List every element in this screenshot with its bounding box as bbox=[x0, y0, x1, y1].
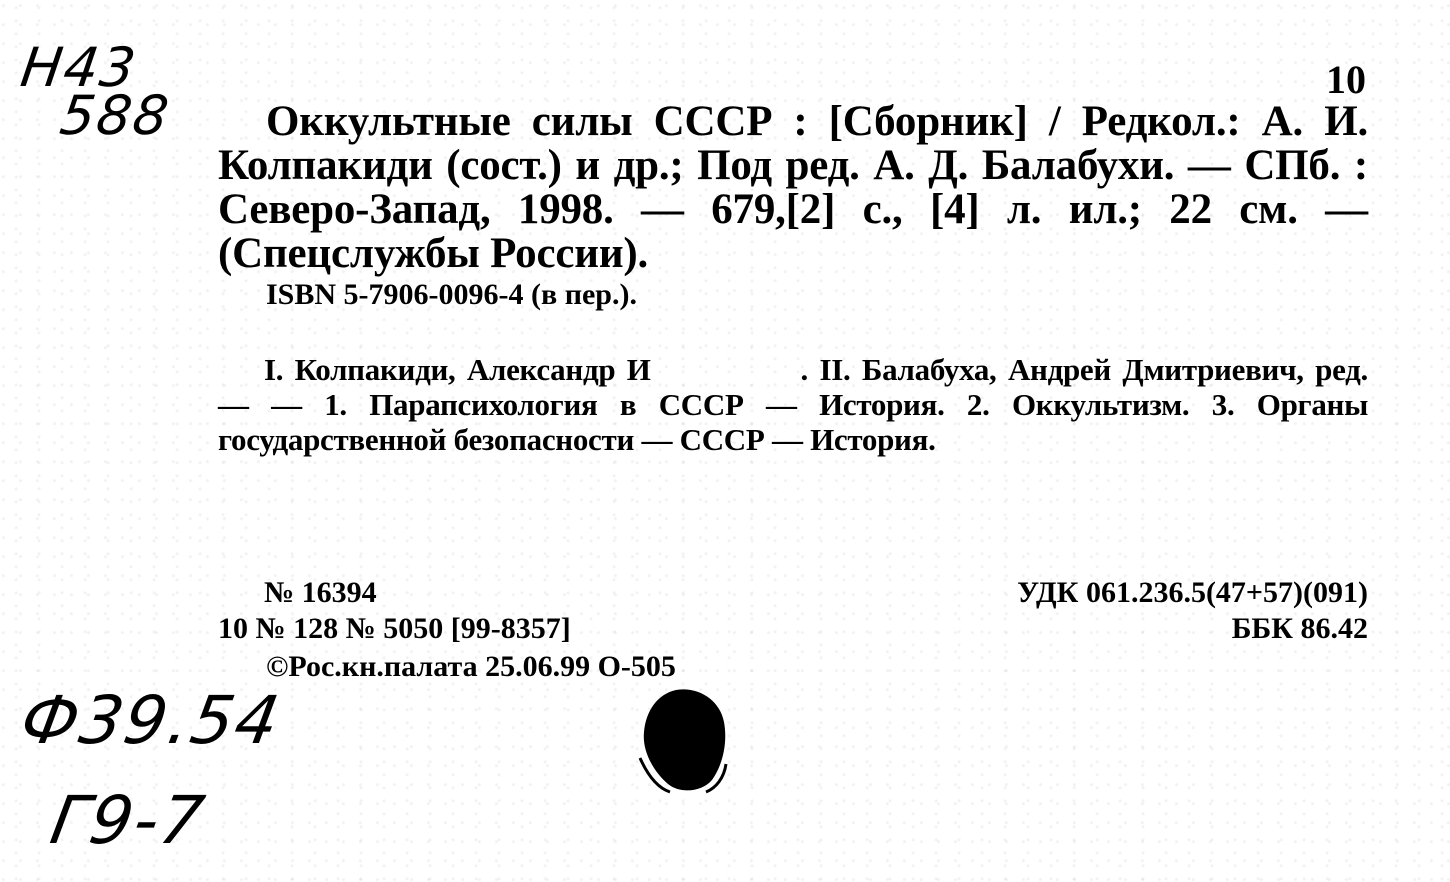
ink-blot bbox=[636, 686, 730, 796]
bibliographic-description: Оккультные силы СССР : [Сборник] / Редкол.: А. И. Колпакиди (сост.) и др.; Под ред. А. Д. Балабухи. — СПб. : Северо-Запад, 1998. — 679,[2] с., [4] л. ил.; 22 см. — (Спецслужбы России). bbox=[218, 98, 1368, 277]
handwritten-shelfmark-top bbox=[11, 36, 180, 147]
record-number: № 16394 bbox=[264, 576, 377, 609]
handwritten-classification-1: Ф39.54 bbox=[15, 682, 287, 759]
tracing-part-1: I. Колпакиди, Александр И bbox=[264, 352, 651, 387]
tracing-headings bbox=[218, 352, 1368, 457]
record-numbers-line: 10 № 128 № 5050 [99-8357] bbox=[218, 612, 571, 645]
bbk-code: ББК 86.42 bbox=[1231, 612, 1368, 645]
handwritten-classification-2: Г9-7 bbox=[45, 782, 212, 859]
copyright-line: ©Рос.кн.палата 25.06.99 О-505 bbox=[266, 650, 676, 683]
handwritten-line-2: 588 bbox=[56, 84, 175, 147]
tracing-part-2: . II. Балабуха, Андрей Дмитриевич, ред. — — 1. Парапсихология в СССР — История. 2. Оккультизм. 3. Органы государственной безопасности — СССР — История. bbox=[218, 352, 1368, 457]
handwritten-line-1: Н43 bbox=[17, 36, 142, 99]
card-number: 10 bbox=[1326, 57, 1366, 102]
udk-code: УДК 061.236.5(47+57)(091) bbox=[1017, 576, 1368, 609]
isbn-line: ISBN 5-7906-0096-4 (в пер.). bbox=[266, 278, 637, 311]
